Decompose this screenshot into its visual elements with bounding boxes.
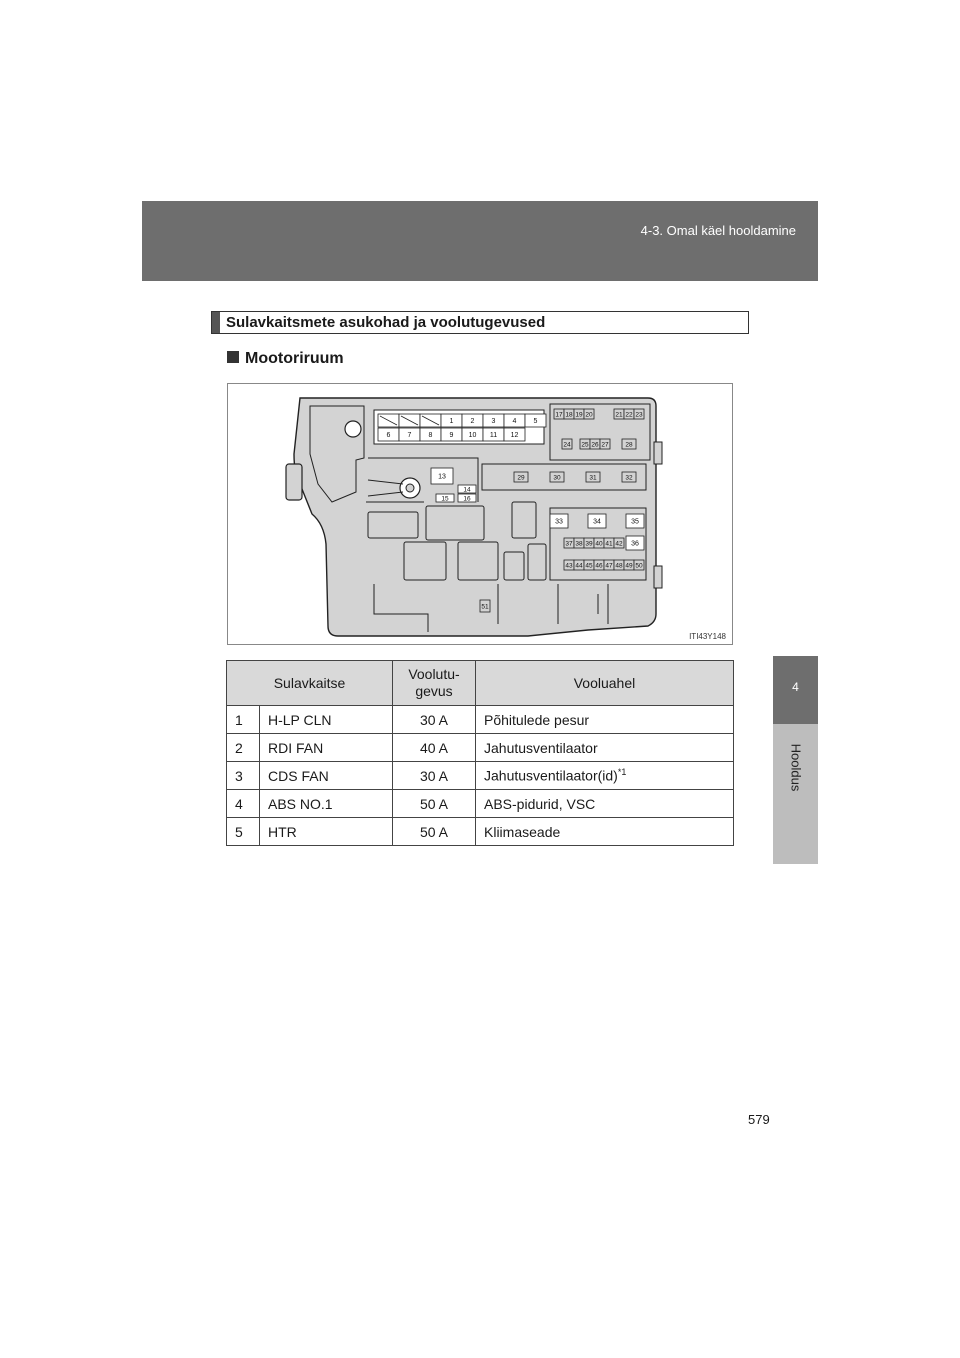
fuse-label: 10 <box>468 432 477 440</box>
fuse-table <box>226 660 734 846</box>
cell-fuse-name: HTR <box>260 818 393 846</box>
fuse-label: 33 <box>555 518 563 526</box>
fuse-label: 11 <box>489 432 498 440</box>
table-row <box>227 734 734 762</box>
header-amperage <box>393 661 476 706</box>
fuse-label: 26 <box>591 441 599 449</box>
fuse-label: 14 <box>463 486 471 494</box>
fuse-label: 31 <box>589 474 597 482</box>
fuse-label: 17 <box>555 411 563 419</box>
fuse-label: 50 <box>635 562 643 570</box>
cell-amperage: 50 A <box>393 818 476 846</box>
fuse-label: 44 <box>575 562 583 570</box>
cell-circuit: ABS-pidurid, VSC <box>476 790 734 818</box>
cell-number: 1 <box>227 706 260 734</box>
table-row <box>227 762 734 790</box>
header-amperage-line2: gevus <box>415 683 453 699</box>
fuse-label: 13 <box>438 473 446 481</box>
fuse-label: 2 <box>470 418 475 426</box>
fuse-box-illustration <box>228 384 734 646</box>
cell-amperage: 30 A <box>393 706 476 734</box>
cell-circuit: Põhitulede pesur <box>476 706 734 734</box>
fuse-label: 12 <box>510 432 519 440</box>
chapter-name: Hooldus <box>788 743 803 792</box>
fuse-label: 37 <box>565 540 573 548</box>
cell-number: 2 <box>227 734 260 762</box>
fuse-label: 8 <box>428 432 433 440</box>
fuse-label: 48 <box>615 562 623 570</box>
fuse-label: 18 <box>565 411 573 419</box>
header-amperage-line1: Voolutu- <box>408 666 460 682</box>
chapter-tab-name <box>773 724 818 864</box>
fuse-label: 42 <box>615 540 623 548</box>
fuse-label: 22 <box>625 411 633 419</box>
cell-number: 4 <box>227 790 260 818</box>
cell-amperage: 30 A <box>393 762 476 790</box>
fuse-label: 24 <box>563 441 571 449</box>
fuse-label: 30 <box>553 474 561 482</box>
fuse-label: 47 <box>605 562 613 570</box>
table-row <box>227 790 734 818</box>
fuse-label: 32 <box>625 474 633 482</box>
fuse-label: 21 <box>615 411 623 419</box>
fuse-label: 38 <box>575 540 583 548</box>
fuse-label: 7 <box>407 432 412 440</box>
section-title-box <box>211 311 749 334</box>
fuse-label: 20 <box>585 411 593 419</box>
page-number: 579 <box>748 1112 770 1127</box>
fuse-label: 29 <box>517 474 525 482</box>
header-circuit: Vooluahel <box>476 661 734 706</box>
fuse-label: 1 <box>449 418 454 426</box>
header-fuse: Sulavkaitse <box>227 661 393 706</box>
cell-circuit: Jahutusventilaator <box>476 734 734 762</box>
cell-amperage: 40 A <box>393 734 476 762</box>
cell-circuit: Kliimaseade <box>476 818 734 846</box>
fuse-label: 6 <box>386 432 391 440</box>
bullet-square-icon <box>227 351 239 363</box>
table-row <box>227 818 734 846</box>
fuse-label: 34 <box>593 518 601 526</box>
fuse-label: 51 <box>481 603 489 611</box>
fuse-label: 15 <box>441 495 449 503</box>
fuse-label: 28 <box>625 441 633 449</box>
fuse-label: 9 <box>449 432 454 440</box>
fuse-label: 4 <box>512 418 517 426</box>
cell-fuse-name: RDI FAN <box>260 734 393 762</box>
cell-fuse-name: CDS FAN <box>260 762 393 790</box>
cell-circuit <box>476 762 734 790</box>
subheading-text: Mootoriruum <box>245 350 344 367</box>
fuse-label: 49 <box>625 562 633 570</box>
section-title: Sulavkaitsmete asukohad ja voolutugevused <box>226 314 546 331</box>
chapter-header <box>142 201 818 281</box>
fuse-label: 36 <box>631 540 639 548</box>
fuse-label: 19 <box>575 411 583 419</box>
cell-fuse-name: H-LP CLN <box>260 706 393 734</box>
fuse-label: 43 <box>565 562 573 570</box>
chapter-number: 4 <box>792 680 799 694</box>
fuse-label: 40 <box>595 540 603 548</box>
fuse-label: 46 <box>595 562 603 570</box>
figure-code: ITI43Y148 <box>689 632 726 641</box>
fuse-label: 23 <box>635 411 643 419</box>
section-title-bar <box>212 312 220 333</box>
cell-number: 5 <box>227 818 260 846</box>
fuse-label: 27 <box>601 441 609 449</box>
breadcrumb: 4-3. Omal käel hooldamine <box>640 223 796 238</box>
cell-amperage: 50 A <box>393 790 476 818</box>
cell-number: 3 <box>227 762 260 790</box>
fuse-label: 35 <box>631 518 639 526</box>
subheading <box>227 350 344 368</box>
table-row <box>227 706 734 734</box>
fuse-label: 41 <box>605 540 613 548</box>
chapter-tab-number <box>773 656 818 724</box>
footnote-marker: *1 <box>617 767 627 778</box>
cell-circuit-text: Jahutusventilaator(id) <box>484 767 618 784</box>
fuse-label: 16 <box>463 495 471 503</box>
table-header-row <box>227 661 734 706</box>
fuse-label: 5 <box>533 418 538 426</box>
fuse-label: 39 <box>585 540 593 548</box>
cell-fuse-name: ABS NO.1 <box>260 790 393 818</box>
fuse-label: 3 <box>491 418 496 426</box>
fuse-label: 45 <box>585 562 593 570</box>
fuse-label: 25 <box>581 441 589 449</box>
fuse-box-diagram <box>227 383 733 645</box>
